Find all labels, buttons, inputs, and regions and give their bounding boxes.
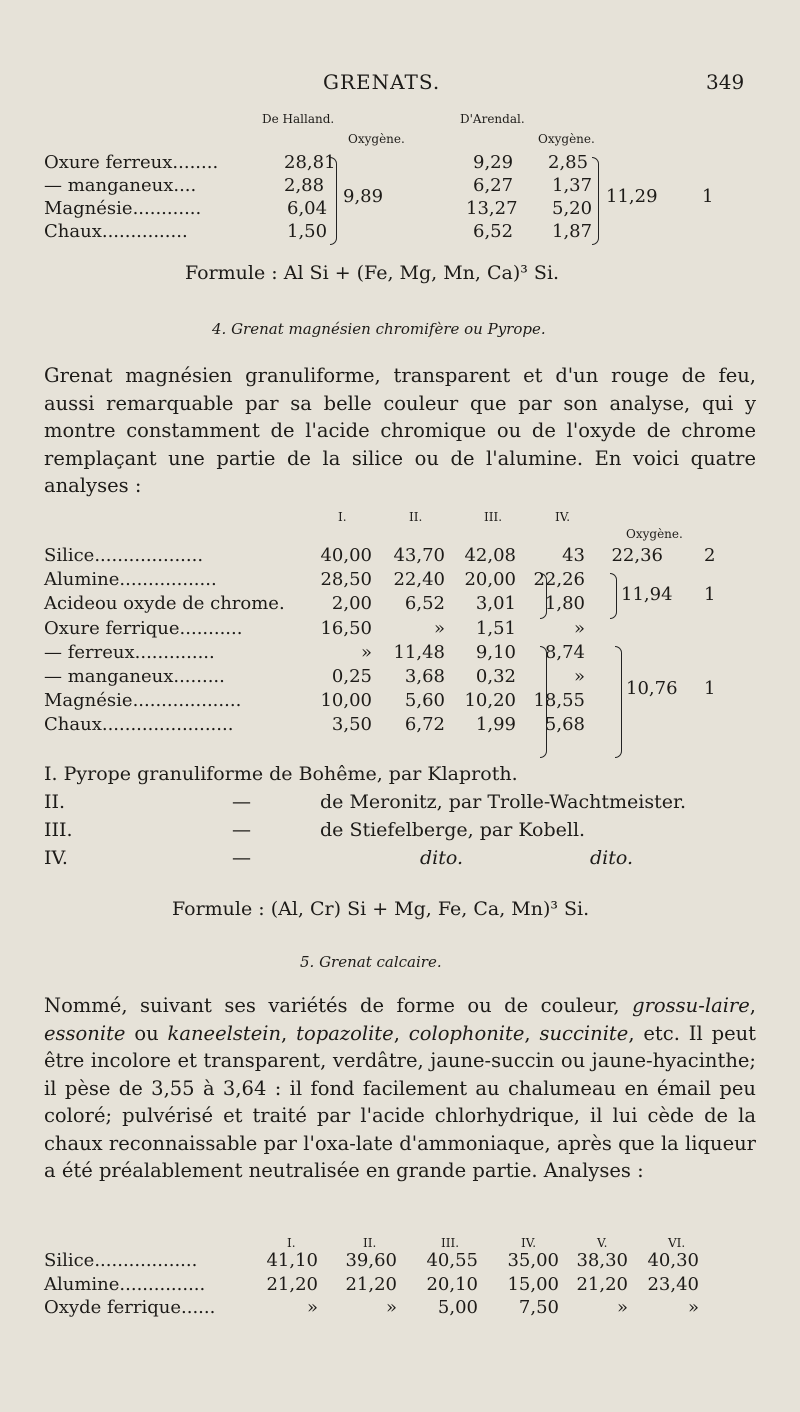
table-row-label: Magnésie............ [44,198,202,219]
table-row-label: Silice.................. [44,1250,198,1271]
arendal-oxygen-sum: 11,29 [606,186,658,207]
table-cell: 0,25 [331,666,372,687]
table-row-label: Acideou oxyde de chrome. [44,593,285,615]
col-header-4: IV. [555,510,571,524]
table-cell: 1,50 [287,221,328,242]
table-cell: » [573,617,585,639]
col-header-2: II. [409,510,423,524]
paragraph-pyrope [44,362,756,500]
table-row-label: Oxure ferrique........... [44,617,243,639]
text-run: ou [125,1021,168,1045]
table-row-label: — manganeux.... [44,175,197,196]
section-5-title: 5. Grenat calcaire. [300,953,442,971]
italic-term: kaneelstein [167,1021,282,1045]
table-cell: 11,48 [393,641,445,663]
source-text-2: de Meronitz, par Trolle-Wachtmeister. [320,791,687,813]
brace-halland [330,157,337,245]
table-cell: » [385,1297,397,1318]
table-cell: 21,20 [266,1273,318,1295]
table-cell: 20,00 [464,569,516,591]
paragraph-text: Grenat magnésien granuliforme, transparent et d'un rouge de feu, aussi remarquable par sa belle couleur que par son analyse, qui y montre constamment de l'acide chromique ou de l'oxyde de chrome remplaçant une partie de la silice ou de l'alumine. En voici quatre analyses : [44,364,756,497]
table-cell: 6,52 [473,221,514,242]
group1-ratio: 1 [704,584,716,605]
table-cell: 1,37 [552,175,593,196]
table-cell: 0,32 [475,666,516,687]
formula-2: Formule : (Al, Cr) Si + Mg, Fe, Ca, Mn)³ Si. [172,898,590,920]
table-cell: 40,30 [647,1250,699,1271]
table-cell: 8,74 [544,641,585,663]
table-cell: » [306,1297,318,1318]
table-cell: 21,20 [576,1273,628,1295]
table-cell: 1,87 [552,221,593,242]
source-text-3: de Stiefelberge, par Kobell. [320,819,586,841]
table-cell: » [573,666,585,687]
table-cell: 3,50 [331,714,372,736]
brace-group [610,573,617,619]
text-run: , [393,1021,409,1045]
table-cell: » [360,641,372,663]
table-row-label: Magnésie................... [44,690,242,712]
table-cell: 10,20 [464,690,516,712]
table-cell: 16,50 [320,617,372,639]
table-cell: 5,60 [404,690,445,712]
col-header: IV. [521,1236,537,1250]
brace-group [540,573,547,619]
table-cell: 10,00 [320,690,372,712]
paragraph-grenat-calcaire [44,992,756,1185]
italic-term: succinite [539,1021,629,1045]
italic-term: essonite [44,1021,126,1045]
section-4-title: 4. Grenat magnésien chromifère ou Pyrope. [212,320,546,338]
source-dash-4: — [232,847,251,869]
text-run: , [281,1021,297,1045]
table-cell: 2,88 [284,175,325,196]
source-num-4: IV. [44,847,68,869]
source-num: I. [44,763,58,785]
table-cell: 9,10 [475,641,516,663]
table-cell: 5,00 [437,1297,478,1318]
oxygen-cell: 22,36 [611,545,663,566]
group1-oxygen: 11,94 [621,584,673,605]
table-row-label: Oxyde ferrique...... [44,1297,216,1318]
table-cell: 3,68 [404,666,445,687]
table-cell: 2,00 [331,593,372,615]
source-text-4b: dito. [590,847,634,869]
table-cell: 2,85 [548,152,589,173]
table-cell: 1,51 [475,617,516,639]
group2-oxygen: 10,76 [626,678,678,699]
table-cell: 9,29 [473,152,514,173]
ratio-cell: 2 [704,545,716,566]
paragraph-text [44,992,756,1185]
oxygen-label-arendal: Oxygène. [538,132,595,146]
table-cell: 23,40 [647,1273,699,1295]
formula-1: Formule : Al Si + (Fe, Mg, Mn, Ca)³ Si. [185,262,560,284]
source-1 [44,763,518,785]
oxygen-ratio: 1 [702,186,714,207]
page-number: 349 [706,70,745,94]
oxygen-label: Oxygène. [626,527,683,541]
oxygen-label-halland: Oxygène. [348,132,405,146]
running-title: GRENATS. [323,70,441,94]
source-num-2: II. [44,791,66,813]
italic-term: colophonite [408,1021,525,1045]
table-cell: » [616,1297,628,1318]
col-header: VI. [668,1236,686,1250]
table-cell: 43,70 [393,545,445,566]
brace-arendal [592,157,599,245]
table-cell: 39,60 [345,1250,397,1271]
col-header: III. [441,1236,460,1250]
text-run: Nommé, suivant ses variétés de forme ou de couleur, [44,994,633,1017]
table-cell: 15,00 [507,1273,559,1295]
text-run: , [524,1021,540,1045]
brace-group [615,646,622,758]
brace-group [540,646,547,758]
table-cell: 42,08 [464,545,516,566]
source-dash-3: — [232,819,251,841]
table-cell: 1,80 [544,593,585,615]
table-cell: 18,55 [533,690,585,712]
table-row-label: — manganeux......... [44,666,225,687]
table-cell: 6,04 [287,198,328,219]
table-row-label: — ferreux.............. [44,641,215,663]
table-cell: 5,20 [552,198,593,219]
table-row-label: Alumine................. [44,569,217,591]
table-cell: 40,00 [320,545,372,566]
table-cell: » [687,1297,699,1318]
table-cell: 20,10 [426,1273,478,1295]
group2-ratio: 1 [704,678,716,699]
table-cell: 13,27 [466,198,518,219]
table-cell: 43 [562,545,585,566]
table-cell: 22,26 [533,569,585,591]
text-run: , [749,994,756,1017]
col-header: V. [597,1236,608,1250]
table-cell: 40,55 [426,1250,478,1271]
italic-term: topazolite [296,1021,394,1045]
source-dash-2: — [232,791,251,813]
text-run: , etc. Il peut être incolore et transparent, verdâtre, jaune-succin ou jaune-hyacinthe; il pèse de 3,55 à 3,64 : il fond facilement au chalumeau en émail peu coloré; pulvérisé et traité par l'acide chlorhydrique, il lui cède de la chaux reconnaissable par l'oxa-late d'ammoniaque, après que la liqueur a été préalablement neutralisée en grande partie. Analyses : [44,1021,757,1182]
table-row-label: Alumine............... [44,1273,206,1295]
table-cell: 3,01 [475,593,516,615]
col-halland: De Halland. [262,112,335,126]
table-cell: 1,99 [475,714,516,736]
table-cell: 6,27 [473,175,514,196]
table-cell: 7,50 [518,1297,559,1318]
table-cell: 28,81 [284,152,336,173]
table-cell: 6,52 [404,593,445,615]
italic-term: grossu-laire [632,994,750,1017]
col-arendal: D'Arendal. [460,112,525,126]
halland-oxygen-sum: 9,89 [343,186,384,207]
table-row-label: Silice................... [44,545,204,566]
source-text-4: dito. [420,847,464,869]
table-row-label: Oxure ferreux........ [44,152,219,173]
table-row-label: Chaux....................... [44,714,234,736]
table-cell: 22,40 [393,569,445,591]
col-header: II. [363,1236,377,1250]
table-cell: 41,10 [266,1250,318,1271]
table-cell: 38,30 [576,1250,628,1271]
table-cell: 28,50 [320,569,372,591]
col-header-3: III. [484,510,503,524]
source-text: Pyrope granuliforme de Bohême, par Klaproth. [63,763,518,785]
table-cell: 6,72 [404,714,445,736]
col-header: I. [287,1236,296,1250]
table-cell: 5,68 [544,714,585,736]
col-header-1: I. [338,510,347,524]
table-row-label: Chaux............... [44,221,188,242]
source-num-3: III. [44,819,73,841]
table-cell: 21,20 [345,1273,397,1295]
table-cell: » [433,617,445,639]
table-cell: 35,00 [507,1250,559,1271]
